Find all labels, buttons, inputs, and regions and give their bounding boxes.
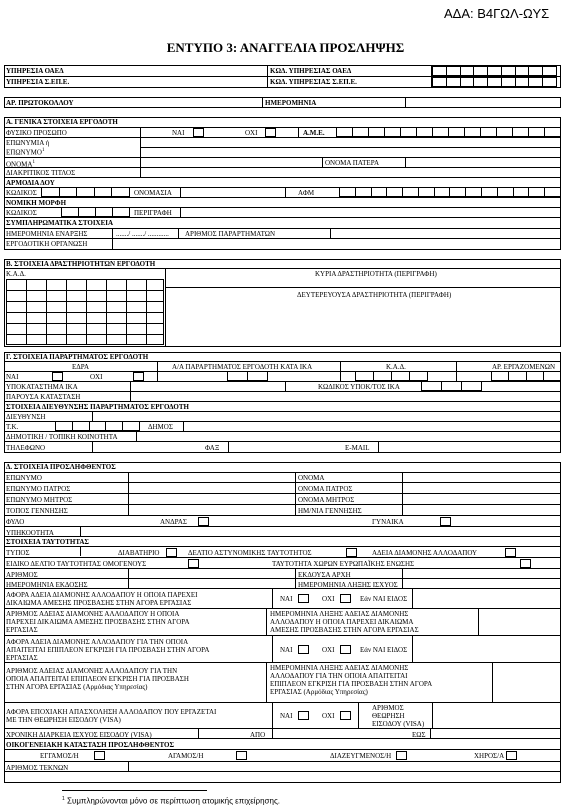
- doy-onomasia-label: ΟΝΟΜΑΣΙΑ: [134, 189, 172, 197]
- fysiko-oxi-checkbox[interactable]: [265, 128, 276, 137]
- deltio-checkbox[interactable]: [346, 548, 357, 557]
- ada-code: ΑΔΑ: Β4ΓΩΛ-ΩΥΣ: [444, 6, 550, 21]
- fysiko-nai-label: ΝΑΙ: [172, 129, 185, 137]
- g-kad-label: Κ.Α.Δ.: [386, 363, 406, 371]
- afora2-oxi-checkbox[interactable]: [340, 645, 351, 654]
- afora2-nai-label: ΝΑΙ: [280, 646, 293, 654]
- taytotita-eu-label: ΤΑΥΤΟΤΗΤΑ ΧΩΡΩΝ ΕΥΡΩΠΑΪΚΗΣ ΕΝΩΣΗΣ: [272, 560, 415, 568]
- ame-label: Α.Μ.Ε.: [303, 129, 325, 137]
- taytotita-eu-checkbox[interactable]: [520, 559, 531, 568]
- afora1-nai-checkbox[interactable]: [298, 594, 309, 603]
- afora1-ean-label: Εάν ΝΑΙ ΕΙΔΟΣ: [360, 595, 408, 603]
- eggamos-label: ΕΓΓΑΜΟΣ/Η: [40, 752, 79, 760]
- adeia-diam-label: ΑΔΕΙΑ ΔΙΑΜΟΝΗΣ ΑΛΛΟΔΑΠΟΥ: [372, 549, 478, 557]
- footnote-rule: [62, 790, 207, 791]
- adeia-diam-checkbox[interactable]: [505, 548, 516, 557]
- ypikootita-label: ΥΠΗΚΟΟΤΗΤΑ: [6, 529, 54, 537]
- hmlix2c: ΕΠΙΠΛΕΟΝ ΕΓΚΡΙΣΗ ΓΙΑ ΠΡΟΣΒΑΣΗ ΣΤΗΝ ΑΓΟΡΑ: [270, 680, 433, 688]
- hmlix2b: ΑΛΛΟΔΑΠΟΥ ΓΙΑ ΤΗΝ ΟΠΟΙΑ ΑΠΑΙΤΕΙΤΑΙ: [270, 672, 408, 680]
- afora3-nai-checkbox[interactable]: [298, 711, 309, 720]
- onoma-label: ΟΝΟΜΑ$^1$: [6, 160, 35, 169]
- ar-protokollou-label: ΑΡ. ΠΡΩΤΟΚΟΛΛΟΥ: [6, 99, 74, 107]
- gynaika-checkbox[interactable]: [440, 517, 451, 526]
- afora2-ean-label: Εάν ΝΑΙ ΕΙΔΟΣ: [360, 646, 408, 654]
- dimos-label: ΔΗΜΟΣ: [148, 423, 173, 431]
- kwd-sepe-label: ΚΩΔ. ΥΠΗΡΕΣΙΑΣ Σ.ΕΠ.Ε.: [270, 78, 357, 86]
- afora2-oxi-label: ΟΧΙ: [322, 646, 335, 654]
- kyria-label: ΚΥΡΙΑ ΔΡΑΣΤΗΡΙΟΤΗΤΑ (ΠΕΡΙΓΡΑΦΗ): [315, 270, 437, 278]
- section-d-title: Δ. ΣΤΟΙΧΕΙΑ ΠΡΟΣΛΗΦΘΕΝΤΟΣ: [6, 463, 116, 471]
- afora3a: ΑΦΟΡΑ ΕΠΟΧΙΑΚΗ ΑΠΑΣΧΟΛΗΣΗ ΑΛΛΟΔΑΠΟΥ ΠΟΥ ΕΡΓΑΖΕΤΑΙ: [6, 708, 217, 716]
- hm-ekdosis-label: ΗΜΕΡΟΜΗΝΙΑ ΕΚΔΟΣΗΣ: [6, 581, 88, 589]
- tk-label: Τ.Κ.: [6, 423, 19, 431]
- gynaika-label: ΓΥΝΑΙΚΑ: [372, 518, 404, 526]
- eggamos-checkbox[interactable]: [94, 751, 105, 760]
- oikog-label: ΟΙΚΟΓΕΝΕΙΑΚΗ ΚΑΤΑΣΤΑΣΗ ΠΡΟΣΛΗΦΘΕΝΤΟΣ: [6, 741, 175, 749]
- arith3b: ΘΕΩΡΗΣΗ: [372, 712, 405, 720]
- eponymia-label-2: ΕΠΩΝΥΜΟ$^1$: [6, 148, 45, 157]
- hmlix2a: ΗΜΕΡΟΜΗΝΙΑ ΛΗΞΗΣ ΑΔΕΙΑΣ ΔΙΑΜΟΝΗΣ: [270, 664, 409, 672]
- afora1-nai-label: ΝΑΙ: [280, 595, 293, 603]
- form-title: ΕΝΤΥΠΟ 3: ΑΝΑΓΓΕΛΙΑ ΠΡΟΣΛΗΨΗΣ: [166, 40, 405, 55]
- afora2a: ΑΦΟΡΑ ΑΔΕΙΑ ΔΙΑΜΟΝΗΣ ΑΛΛΟΔΑΠΟΥ ΓΙΑ ΤΗΝ ΟΠΟΙΑ: [6, 638, 189, 646]
- hmlix1c: ΑΜΕΣΗΣ ΠΡΟΣΒΑΣΗΣ ΣΤΗΝ ΑΓΟΡΑ ΕΡΓΑΣΙΑΣ: [270, 626, 419, 634]
- footnote: $^1$ Συμπληρώνονται μόνο σε περίπτωση ατομικής επιχείρησης.: [62, 796, 281, 806]
- afora1a: ΑΦΟΡΑ ΑΔΕΙΑ ΔΙΑΜΟΝΗΣ ΑΛΛΟΔΑΠΟΥ Η ΟΠΟΙΑ ΠΑΡΕΧΕΙ: [6, 591, 198, 599]
- nomiki-kwdikos-label: ΚΩΔΙΚΟΣ: [6, 209, 37, 217]
- dimotiki-label: ΔΗΜΟΤΙΚΗ / ΤΟΠΙΚΗ ΚΟΙΝΟΤΗΤΑ: [6, 433, 118, 441]
- kwd-oaed-cells[interactable]: [433, 66, 557, 76]
- d-eponymo-label: ΕΠΩΝΥΜΟ: [6, 474, 42, 482]
- afora3-oxi-label: ΟΧΙ: [322, 712, 335, 720]
- ar-erg-label: ΑΡ. ΕΡΓΑΖΟΜΕΝΩΝ: [492, 363, 556, 371]
- ar-erg-cells[interactable]: [492, 371, 561, 381]
- diazeyg-label: ΔΙΑΖΕΥΓΜΕΝΟΣ/Η: [330, 752, 392, 760]
- xiros-checkbox[interactable]: [506, 751, 517, 760]
- fysiko-nai-checkbox[interactable]: [193, 128, 204, 137]
- hm-lixis-label: ΗΜΕΡΟΜΗΝΙΑ ΛΗΞΗΣ ΙΣΧΥΟΣ: [298, 581, 398, 589]
- andras-checkbox[interactable]: [198, 517, 209, 526]
- aa-cells[interactable]: [228, 371, 268, 381]
- deyter-label: ΔΕΥΤΕΡΕΥΟΥΣΑ ΔΡΑΣΤΗΡΙΟΤΗΤΑ (ΠΕΡΙΓΡΑΦΗ): [297, 291, 452, 299]
- afora3-nai-label: ΝΑΙ: [280, 712, 293, 720]
- typos-label: ΤΥΠΟΣ: [6, 549, 30, 557]
- kwd-oaed-label: ΚΩΔ. ΥΠΗΡΕΣΙΑΣ ΟΑΕΔ: [270, 67, 352, 75]
- g-oxi-label: ΟΧΙ: [90, 373, 103, 381]
- andras-label: ΑΝΔΡΑΣ: [160, 518, 187, 526]
- arith3c: ΕΙΣΟΔΟΥ (VISA): [372, 720, 425, 728]
- g-nai-checkbox[interactable]: [52, 372, 63, 381]
- fysiko-label: ΦΥΣΙΚΟ ΠΡΟΣΩΠΟ: [6, 129, 67, 137]
- arith1a: ΑΡΙΘΜΟΣ ΑΔΕΙΑΣ ΔΙΑΜΟΝΗΣ ΑΛΛΟΔΑΠΟΥ Η ΟΠΟΙΑ: [6, 610, 180, 618]
- afora1b: ΔΙΚΑΙΩΜΑ ΑΜΕΣΗΣ ΠΡΟΣΒΑΣΗΣ ΣΤΗΝ ΑΓΟΡΑ ΕΡΓΑΣΙΑΣ: [6, 599, 192, 607]
- hmlix1b: ΑΛΛΟΔΑΠΟΥ Η ΟΠΟΙΑ ΠΑΡΕΧΕΙ ΔΙΚΑΙΩΜΑ: [270, 618, 414, 626]
- nomiki-morfi-label: ΝΟΜΙΚΗ ΜΟΡΦΗ: [6, 199, 67, 207]
- d-onoma-label: ΟΝΟΜΑ: [298, 474, 325, 482]
- nomiki-perigrafi-label: ΠΕΡΙΓΡΑΦΗ: [134, 209, 172, 217]
- diazeyg-checkbox[interactable]: [396, 751, 407, 760]
- eidiko-checkbox[interactable]: [188, 559, 199, 568]
- afora2c: ΕΡΓΑΣΙΑΣ: [6, 654, 38, 662]
- afora1-oxi-checkbox[interactable]: [340, 594, 351, 603]
- ypokat-label: ΥΠΟΚΑΤΑΣΤΗΜΑ ΙΚΑ: [6, 383, 78, 391]
- g-nai-label: ΝΑΙ: [6, 373, 19, 381]
- arith1c: ΕΡΓΑΣΙΑΣ: [6, 626, 38, 634]
- tilefono-label: ΤΗΛΕΦΩΝΟ: [6, 444, 46, 452]
- diavatirio-label: ΔΙΑΒΑΤΗΡΙΟ: [118, 549, 160, 557]
- parousa-label: ΠΑΡΟΥΣΑ ΚΑΤΑΣΤΑΣΗ: [6, 393, 81, 401]
- xroniki-label: ΧΡΟΝΙΚΗ ΔΙΑΡΚΕΙΑ ΙΣΧΥΟΣ ΕΙΣΟΔΟΥ (VISA): [6, 731, 152, 739]
- ews-label: ΕΩΣ: [412, 731, 426, 739]
- aa-label: Α/Α ΠΑΡΑΡΤΗΜΑΤΟΣ ΕΡΓΟΔΟΤΗ ΚΑΤΑ ΙΚΑ: [172, 363, 313, 371]
- nomiki-kwdikos-cells[interactable]: [62, 207, 130, 217]
- armodia-doy-label: ΑΡΜΟΔΙΑ ΔΟΥ: [6, 179, 55, 187]
- arith3a: ΑΡΙΘΜΟΣ: [372, 704, 404, 712]
- ypiresia-oaed-label: ΥΠΗΡΕΣΙΑ ΟΑΕΔ: [6, 67, 64, 75]
- diakritikos-label: ΔΙΑΚΡΙΤΙΚΟΣ ΤΙΤΛΟΣ: [6, 169, 76, 177]
- topos-label: ΤΟΠΟΣ ΓΕΝΝΗΣΗΣ: [6, 507, 68, 515]
- agamos-checkbox[interactable]: [236, 751, 247, 760]
- hm-enarxis-field[interactable]: ......./ ......./ ............: [116, 230, 169, 238]
- ekdousa-label: ΕΚΔΟΥΣΑ ΑΡΧΗ: [298, 571, 351, 579]
- diavatirio-checkbox[interactable]: [166, 548, 177, 557]
- eponymia-label-1: ΕΠΩΝΥΜΙΑ ή: [6, 139, 50, 147]
- dieythynsi-label: ΔΙΕΥΘΥΝΣΗ: [6, 413, 46, 421]
- apo-label: ΑΠΟ: [250, 731, 266, 739]
- dieyth-title: ΣΤΟΙΧΕΙΑ ΔΙΕΥΘΥΝΣΗΣ ΠΑΡΑΡΤΗΜΑΤΟΣ ΕΡΓΟΔΟΤΗ: [6, 403, 189, 411]
- afora1-oxi-label: ΟΧΙ: [322, 595, 335, 603]
- afm-cells[interactable]: [340, 187, 561, 197]
- hmlix1a: ΗΜΕΡΟΜΗΝΙΑ ΛΗΞΗΣ ΑΔΕΙΑΣ ΔΙΑΜΟΝΗΣ: [270, 610, 409, 618]
- afora3b: ΜΕ ΤΗΝ ΘΕΩΡΗΣΗ ΕΙΣΟΔΟΥ (VISA): [6, 716, 121, 724]
- agamos-label: ΑΓΑΜΟΣ/Η: [168, 752, 204, 760]
- g-oxi-checkbox[interactable]: [133, 372, 144, 381]
- arith2b: ΟΠΟΙΑ ΑΠΑΙΤΕΙΤΑΙ ΕΠΙΠΛΕΟΝ ΕΓΚΡΙΣΗ ΓΙΑ ΠΡΟΣΒΑΣΗ: [6, 675, 189, 683]
- tk-cells[interactable]: [56, 421, 140, 431]
- arith1b: ΠΑΡΕΧΕΙ ΔΙΚΑΙΩΜΑ ΑΜΕΣΗΣ ΠΡΟΣΒΑΣΗΣ ΣΤΗΝ ΑΓΟΡΑ: [6, 618, 190, 626]
- arith2a: ΑΡΙΘΜΟΣ ΑΔΕΙΑΣ ΔΙΑΜΟΝΗΣ ΑΛΛΟΔΑΠΟΥ ΓΙΑ ΤΗΝ: [6, 667, 178, 675]
- eidiko-label: ΕΙΔΙΚΟ ΔΕΛΤΙΟ ΤΑΥΤΟΤΗΤΑΣ ΟΜΟΓΕΝΟΥΣ: [6, 560, 147, 568]
- ergodotiki-label: ΕΡΓΟΔΟΤΙΚΗ ΟΡΓΑΝΩΣΗ: [6, 240, 88, 248]
- fylo-label: ΦΥΛΟ: [6, 518, 25, 526]
- arith2c: ΣΤΗΝ ΑΓΟΡΑ ΕΡΓΑΣΙΑΣ (Αρμόδιας Υπηρεσίας): [6, 683, 148, 691]
- ep-mitros-label: ΕΠΩΝΥΜΟ ΜΗΤΡΟΣ: [6, 496, 73, 504]
- onoma-patera-label: ΟΝΟΜΑ ΠΑΤΕΡΑ: [325, 159, 380, 167]
- doy-kwdikos-cells[interactable]: [42, 187, 130, 197]
- hm-gennisis-label: ΗΜ/ΝΙΑ ΓΕΝΝΗΣΗΣ: [298, 507, 362, 515]
- symplir-label: ΣΥΜΠΛΗΡΩΜΑΤΙΚΑ ΣΤΟΙΧΕΙΑ: [6, 219, 114, 227]
- afora3-oxi-checkbox[interactable]: [340, 711, 351, 720]
- section-b-title: Β. ΣΤΟΙΧΕΙΑ ΔΡΑΣΤΗΡΙΟΤΗΤΩΝ ΕΡΓΟΔΟΤΗ: [6, 260, 156, 268]
- taytotitas-label: ΣΤΟΙΧΕΙΑ ΤΑΥΤΟΤΗΤΑΣ: [6, 538, 89, 546]
- ar-paraart-label: ΑΡΙΘΜΟΣ ΠΑΡΑΡΤΗΜΑΤΩΝ: [185, 230, 276, 238]
- fax-label: ΦΑΞ: [205, 444, 220, 452]
- fysiko-oxi-label: ΟΧΙ: [245, 129, 258, 137]
- kwd-sepe-cells[interactable]: [433, 77, 557, 87]
- edra-label: ΕΔΡΑ: [72, 363, 90, 371]
- afora2-nai-checkbox[interactable]: [298, 645, 309, 654]
- hm-enarxis-label: ΗΜΕΡΟΜΗΝΙΑ ΕΝΑΡΞΗΣ: [6, 230, 88, 238]
- kad-grid[interactable]: [6, 279, 164, 345]
- deltio-label: ΔΕΛΤΙΟ ΑΣΤΥΝΟΜΙΚΗΣ ΤΑΥΤΟΤΗΤΟΣ: [188, 549, 312, 557]
- g-kad-cells[interactable]: [356, 371, 428, 381]
- ypiresia-sepe-label: ΥΠΗΡΕΣΙΑ Σ.ΕΠ.Ε.: [6, 78, 70, 86]
- section-g-title: Γ. ΣΤΟΙΧΕΙΑ ΠΑΡΑΡΤΗΜΑΤΟΣ ΕΡΓΟΔΟΤΗ: [6, 353, 149, 361]
- ep-patros-label: ΕΠΩΝΥΜΟ ΠΑΤΡΟΣ: [6, 485, 71, 493]
- afora2b: ΑΠΑΙΤΕΙΤΑΙ ΕΠΙΠΛΕΟΝ ΕΓΚΡΙΣΗ ΓΙΑ ΠΡΟΣΒΑΣΗ ΣΤΗΝ ΑΓΟΡΑ: [6, 646, 210, 654]
- afm-label: ΑΦΜ: [298, 189, 315, 197]
- kwd-ypok-label: ΚΩΔΙΚΟΣ ΥΠΟΚ/ΤΟΣ ΙΚΑ: [318, 383, 400, 391]
- doy-kwdikos-label: ΚΩΔΙΚΟΣ: [6, 189, 37, 197]
- section-a-title: Α. ΓΕΝΙΚΑ ΣΤΟΙΧΕΙΑ ΕΡΓΟΔΟΤΗ: [6, 118, 118, 126]
- on-mitros-label: ΟΝΟΜΑ ΜΗΤΡΟΣ: [298, 496, 355, 504]
- xiros-label: ΧΗΡΟΣ/Α: [474, 752, 505, 760]
- ar-teknon-label: ΑΡΙΘΜΟΣ ΤΕΚΝΩΝ: [6, 764, 69, 772]
- arithmos-label: ΑΡΙΘΜΟΣ: [6, 571, 38, 579]
- kwd-ypok-cells[interactable]: [422, 381, 482, 391]
- hmeromhnia-label: ΗΜΕΡΟΜΗΝΙΑ: [265, 99, 317, 107]
- hmlix2d: ΕΡΓΑΣΙΑΣ (Αρμόδιας Υπηρεσίας): [270, 688, 368, 696]
- ame-cells[interactable]: [337, 127, 561, 137]
- email-label: E-MAIL: [345, 444, 370, 452]
- kad-label: Κ.Α.Δ.: [6, 270, 26, 278]
- on-patros-label: ΟΝΟΜΑ ΠΑΤΡΟΣ: [298, 485, 353, 493]
